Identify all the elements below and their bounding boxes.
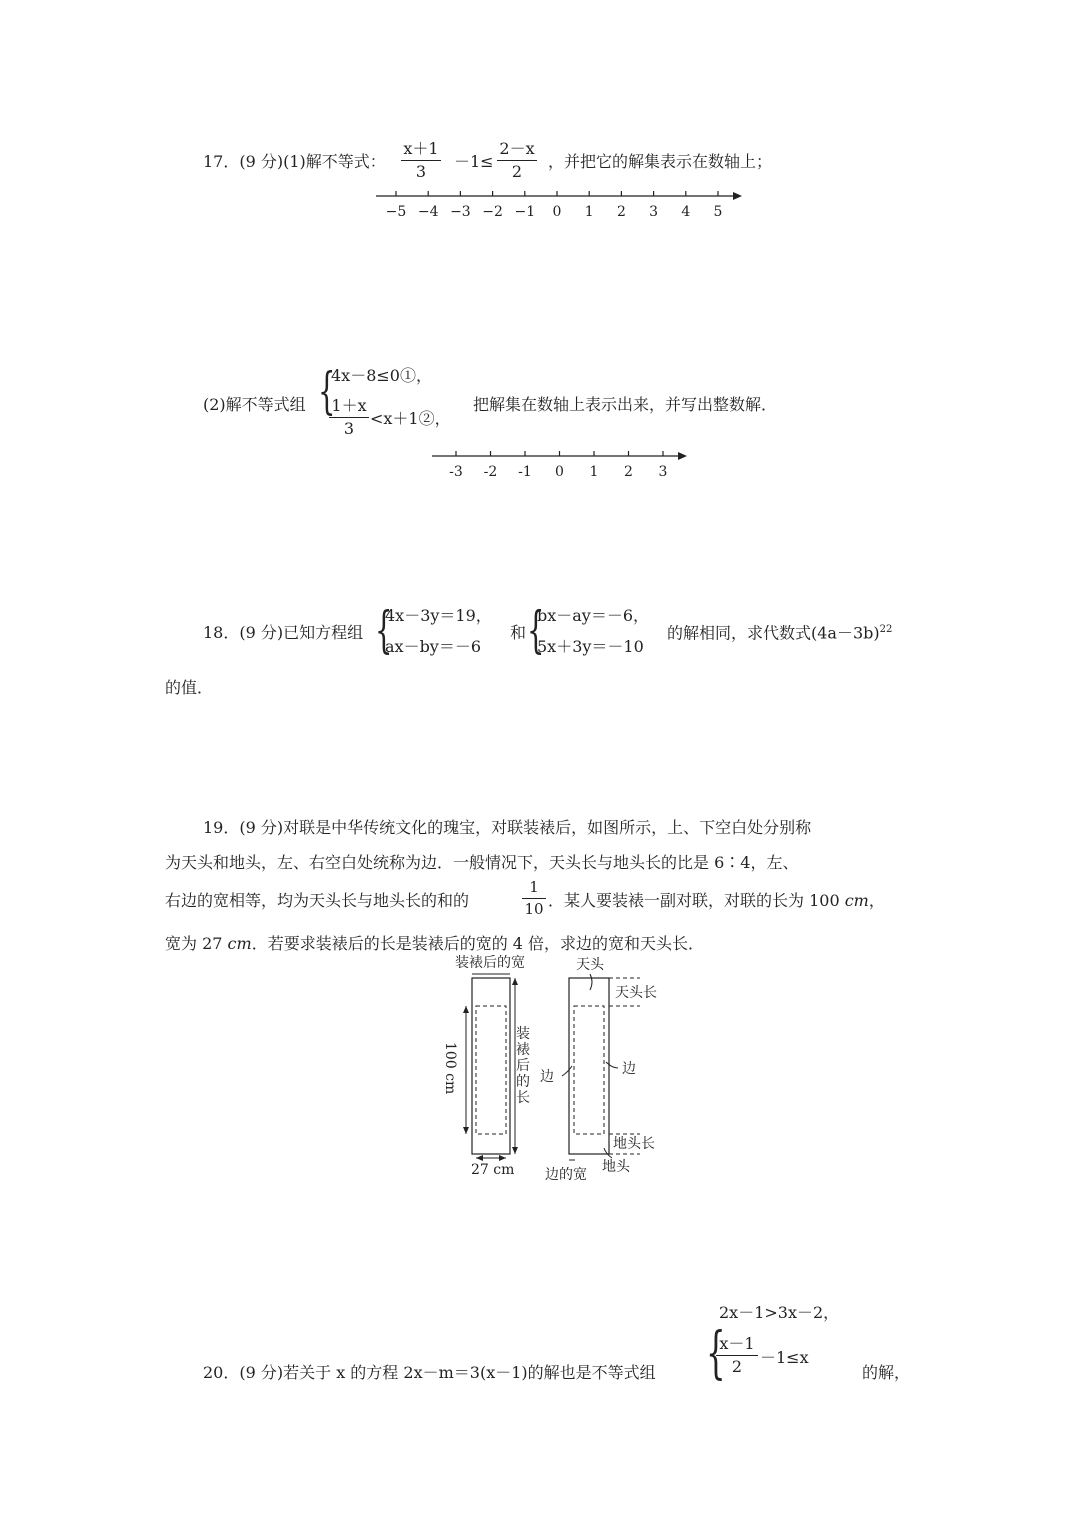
number-line-1-tick-label: 0 <box>552 204 562 220</box>
q17-prefix: 17．(9 分)(1)解不等式： <box>203 152 386 171</box>
right-panel-inner <box>574 1006 604 1134</box>
fig-vertical-char: 后 <box>516 1058 530 1075</box>
number-line-1-tick-label: −5 <box>385 204 407 220</box>
q17-mid: －1≤ <box>454 152 494 171</box>
fig-tiantou: 天头 <box>576 957 604 973</box>
number-line-2-tick-label: 0 <box>555 464 564 480</box>
q19-fraction: 1 10 <box>522 880 546 917</box>
number-line-1-tick-label: 1 <box>584 204 594 220</box>
right-panel-outer <box>569 978 609 1154</box>
fig-width-27-label: 27 cm <box>471 1162 515 1178</box>
fig-ditou-length: 地头长 <box>613 1136 655 1152</box>
fig-tiantou-length: 天头长 <box>615 985 657 1001</box>
number-line-2-tick-label: -1 <box>518 464 532 480</box>
left-panel-inner <box>476 1006 506 1134</box>
number-line-2-tick-label: -2 <box>483 464 498 480</box>
number-line-1-arrow <box>733 192 742 200</box>
q20-suffix: 的解， <box>862 1363 911 1382</box>
q20-system-line1: 2x－1>3x－2， <box>719 1303 840 1322</box>
q17-system-fraction: 1＋x 3 <box>329 398 369 437</box>
q19-line1: 19．(9 分)对联是中华传统文化的瑰宝，对联装裱后，如图所示，上、下空白处分别称 <box>203 818 812 837</box>
q20-prefix: 20．(9 分)若关于 x 的方程 2x－m＝3(x－1)的解也是不等式组 <box>203 1363 656 1382</box>
fig-ditou: 地头 <box>602 1159 630 1175</box>
fig-vertical-char: 长 <box>516 1090 530 1107</box>
fig-bian-right: 边 <box>622 1061 636 1077</box>
number-line-1-tick-label: 4 <box>681 204 691 220</box>
number-line-1-tick-label: 2 <box>616 204 626 220</box>
q19-line3b: ．某人要装裱一副对联，对联的长为 100 cm， <box>548 891 885 910</box>
left-panel-outer <box>472 978 510 1154</box>
q17-part2-prefix: (2)解不等式组 <box>203 395 306 414</box>
q18-system1-line1: 4x－3y＝19， <box>385 606 492 625</box>
q18-exponent: 22 <box>879 624 893 635</box>
fig-vertical-label <box>516 1026 532 1106</box>
q20-system-fraction: x－1 2 <box>716 1336 758 1375</box>
number-line-1-tick-label: −1 <box>514 204 536 220</box>
number-line-2-tick-label: -3 <box>449 464 463 480</box>
q18-and: 和 <box>510 623 527 642</box>
q18-system1-line2: ax－by＝－6 <box>385 637 482 656</box>
q17-fraction-1: x＋1 3 <box>401 141 441 180</box>
q18-system1-brace: { <box>375 601 393 659</box>
number-line-2-tick-label: 1 <box>589 464 599 480</box>
q18-system2-line1: bx－ay＝－6， <box>537 606 650 625</box>
q19-line2: 为天头和地头，左、右空白处统称为边．一般情况下，天头长与地头长的比是 6∶4，左、 <box>165 853 799 872</box>
q20-system-brace: { <box>706 1321 726 1386</box>
number-line-2-arrow <box>678 452 687 460</box>
q17-part2-suffix: 把解集在数轴上表示出来，并写出整数解． <box>473 395 778 414</box>
number-line-1-tick-label: −2 <box>482 204 503 220</box>
number-line-1-tick-label: 3 <box>649 204 659 220</box>
number-line-1-tick-label: −3 <box>450 204 471 220</box>
q17-system-brace: { <box>318 362 336 420</box>
q20-system-line2: －1≤x <box>760 1348 809 1367</box>
fig-bian-width: 边的宽 <box>545 1167 587 1183</box>
q18-line2: 的值． <box>165 678 214 697</box>
q17-fraction-2: 2－x 2 <box>497 141 537 180</box>
q19-line4: 宽为 27 cm．若要求装裱后的长是装裱后的宽的 4 倍，求边的宽和天头长． <box>165 934 705 953</box>
fig-vertical-char: 裱 <box>516 1042 530 1059</box>
q18-suffix: 的解相同，求代数式$(4a-3b)^{22}$ <box>667 623 893 643</box>
number-line-2-tick-label: 2 <box>624 464 633 480</box>
q19-line3a: 右边的宽相等，均为天头长与地头长的和的 <box>165 891 470 910</box>
q18-system2-line2: 5x＋3y＝－10 <box>537 637 644 656</box>
fig-top-width-label: 装裱后的宽 <box>455 955 525 971</box>
fig-bian-left: 边 <box>540 1069 554 1085</box>
fig-vertical-char: 的 <box>516 1074 530 1091</box>
q17-system-line1: 4x－8≤0①， <box>331 366 432 385</box>
q18-system2-brace: { <box>527 601 545 659</box>
q18-prefix: 18．(9 分)已知方程组 <box>203 623 364 642</box>
q17-suffix: ，并把它的解集表示在数轴上； <box>548 152 773 171</box>
q17-system-line2: <x＋1②， <box>370 409 451 428</box>
fig-vertical-char: 装 <box>516 1026 530 1042</box>
number-line-1-tick-label: 5 <box>713 204 723 220</box>
number-line-1-tick-label: −4 <box>417 204 439 220</box>
number-line-2-tick-label: 3 <box>658 464 668 480</box>
